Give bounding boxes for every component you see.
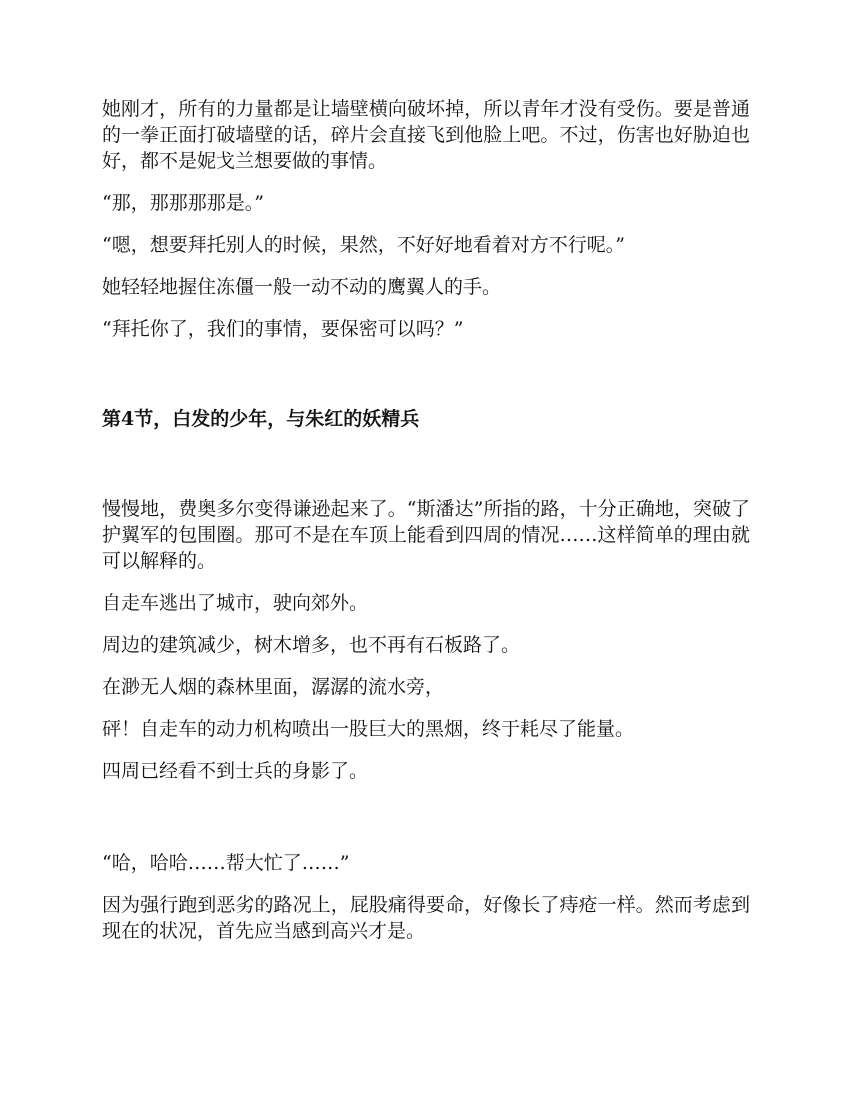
document-page [102,96,750,960]
chapter-heading: 第4节，白发的少年，与朱红的妖精兵 [102,408,420,430]
paragraph: “嗯，想要拜托别人的时候，果然，不好好地看着对方不行呢。” [102,234,625,256]
paragraph: 慢慢地，费奥多尔变得谦逊起来了。“斯潘达”所指的路，十分正确地，突破了护翼军的包围圈。那可不是在车顶上能看到四周的情况……这样简单的理由就可以解释的。 [102,498,750,572]
paragraph: 她轻轻地握住冻僵一般一动不动的鹰翼人的手。 [102,276,502,298]
text-section-2 [102,496,750,784]
paragraph: “那，那那那那是。” [102,192,264,214]
paragraph: 因为强行跑到恶劣的路况上，屁股痛得要命，好像长了痔疮一样。然而考虑到现在的状况，首先应当感到高兴才是。 [102,894,750,942]
text-section-1 [102,96,750,342]
scene-break-spacer [102,800,750,850]
paragraph: 在渺无人烟的森林里面，潺潺的流水旁， [102,676,445,698]
paragraph: 四周已经看不到士兵的身影了。 [102,760,369,782]
spacer [102,358,750,406]
spacer [102,432,750,496]
paragraph: 周边的建筑减少，树木增多，也不再有石板路了。 [102,634,521,656]
paragraph: 她刚才，所有的力量都是让墙壁横向破坏掉，所以青年才没有受伤。要是普通的一拳正面打破墙壁的话，碎片会直接飞到他脸上吧。不过，伤害也好胁迫也好，都不是妮戈兰想要做的事情。 [102,98,750,172]
paragraph: “哈，哈哈……帮大忙了……” [102,852,350,874]
paragraph: 砰！自走车的动力机构喷出一股巨大的黑烟，终于耗尽了能量。 [102,718,635,740]
paragraph: 自走车逃出了城市，驶向郊外。 [102,592,369,614]
text-section-3 [102,850,750,944]
paragraph: “拜托你了，我们的事情，要保密可以吗？” [102,318,464,340]
